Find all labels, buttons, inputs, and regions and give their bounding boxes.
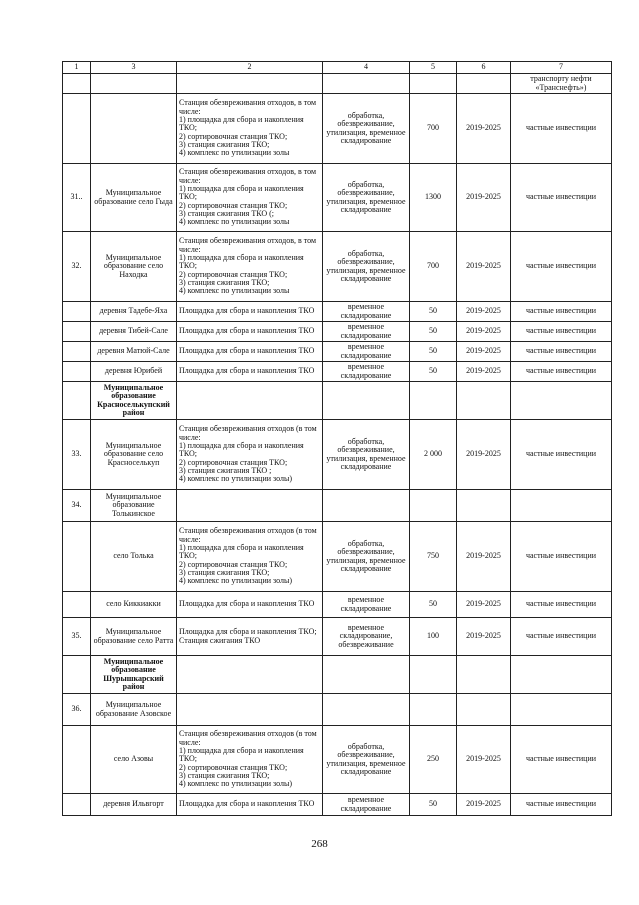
cell-funding: частные инвестиции [511, 618, 612, 656]
cell-municipality: деревня Юрибей [91, 362, 177, 382]
cell-funding: транспорту нефти «Транснефть») [511, 74, 612, 94]
cell-function [323, 74, 410, 94]
cell-function: временное складирование [323, 794, 410, 816]
cell-number [63, 74, 91, 94]
header-col-2: 2 [177, 62, 323, 74]
table-body [63, 74, 612, 816]
cell-number [63, 322, 91, 342]
cell-number [63, 342, 91, 362]
cell-municipality: Муниципальное образование село Гыда [91, 164, 177, 232]
cell-capacity [410, 74, 457, 94]
cell-function [323, 490, 410, 522]
cell-function [323, 694, 410, 726]
cell-municipality: деревня Тадебе-Яха [91, 302, 177, 322]
cell-number: 31.. [63, 164, 91, 232]
table-row [63, 382, 612, 420]
cell-funding: частные инвестиции [511, 592, 612, 618]
cell-facility: Площадка для сбора и накопления ТКО; Станция сжигания ТКО [177, 618, 323, 656]
cell-municipality [91, 74, 177, 94]
cell-municipality: Муниципальное образование Красноселькупский район [91, 382, 177, 420]
cell-function: обработка, обезвреживание, утилизация, временное складирование [323, 726, 410, 794]
table-row [63, 656, 612, 694]
cell-years [457, 74, 511, 94]
cell-facility: Площадка для сбора и накопления ТКО [177, 302, 323, 322]
cell-facility: Площадка для сбора и накопления ТКО [177, 592, 323, 618]
cell-capacity: 50 [410, 362, 457, 382]
cell-facility: Станция обезвреживания отходов (в том числе: 1) площадка для сбора и накопления ТКО; 2) сортировочная станция ТКО; 3) станция сжигания ТКО ; 4) комплекс по утилизации золы) [177, 420, 323, 490]
table-row [63, 232, 612, 302]
cell-function: временное складирование [323, 342, 410, 362]
cell-facility: Станция обезвреживания отходов (в том числе: 1) площадка для сбора и накопления ТКО; 2) сортировочная станция ТКО; 3) станция сжигания ТКО; 4) комплекс по утилизации золы) [177, 726, 323, 794]
cell-funding: частные инвестиции [511, 794, 612, 816]
cell-municipality: деревня Ильвгорт [91, 794, 177, 816]
table-row [63, 694, 612, 726]
cell-capacity: 2 000 [410, 420, 457, 490]
cell-capacity: 700 [410, 94, 457, 164]
cell-years [457, 656, 511, 694]
header-col-7: 7 [511, 62, 612, 74]
cell-funding: частные инвестиции [511, 342, 612, 362]
cell-funding: частные инвестиции [511, 232, 612, 302]
cell-number: 32. [63, 232, 91, 302]
table-row [63, 302, 612, 322]
cell-function: обработка, обезвреживание, утилизация, временное складирование [323, 232, 410, 302]
cell-capacity [410, 490, 457, 522]
table-row [63, 164, 612, 232]
cell-municipality: деревня Матюй-Сале [91, 342, 177, 362]
cell-number [63, 362, 91, 382]
cell-years: 2019-2025 [457, 342, 511, 362]
cell-funding: частные инвестиции [511, 362, 612, 382]
cell-years: 2019-2025 [457, 302, 511, 322]
cell-function [323, 656, 410, 694]
cell-number [63, 382, 91, 420]
table-row [63, 522, 612, 592]
cell-funding [511, 490, 612, 522]
cell-number [63, 794, 91, 816]
cell-function: обработка, обезвреживание, утилизация, временное складирование [323, 420, 410, 490]
cell-function: обработка, обезвреживание, утилизация, временное складирование [323, 164, 410, 232]
cell-number [63, 522, 91, 592]
cell-function: временное складирование, обезвреживание [323, 618, 410, 656]
table-header-row [63, 62, 612, 74]
cell-municipality: Муниципальное образование село Находка [91, 232, 177, 302]
cell-capacity: 1300 [410, 164, 457, 232]
cell-funding: частные инвестиции [511, 302, 612, 322]
cell-capacity: 100 [410, 618, 457, 656]
cell-municipality: Муниципальное образование Толькинское [91, 490, 177, 522]
cell-number [63, 726, 91, 794]
header-col-5: 5 [410, 62, 457, 74]
cell-years: 2019-2025 [457, 322, 511, 342]
cell-municipality [91, 94, 177, 164]
cell-capacity [410, 694, 457, 726]
cell-facility: Площадка для сбора и накопления ТКО [177, 794, 323, 816]
cell-years [457, 694, 511, 726]
table-row [63, 420, 612, 490]
cell-number: 36. [63, 694, 91, 726]
cell-years: 2019-2025 [457, 618, 511, 656]
table-row [63, 322, 612, 342]
cell-municipality: село Толька [91, 522, 177, 592]
cell-facility: Станция обезвреживания отходов, в том числе: 1) площадка для сбора и накопления ТКО; 2) сортировочная станция ТКО; 3) станция сжигания ТКО; 4) комплекс по утилизации золы [177, 232, 323, 302]
table-row [63, 726, 612, 794]
cell-function: обработка, обезвреживание, утилизация, временное складирование [323, 522, 410, 592]
cell-facility [177, 694, 323, 726]
cell-years: 2019-2025 [457, 362, 511, 382]
cell-function: временное складирование [323, 362, 410, 382]
table-row [63, 794, 612, 816]
cell-number [63, 656, 91, 694]
cell-funding [511, 656, 612, 694]
cell-municipality: Муниципальное образование Шурышкарский район [91, 656, 177, 694]
table-row [63, 74, 612, 94]
cell-function: временное складирование [323, 322, 410, 342]
cell-number: 33. [63, 420, 91, 490]
cell-years [457, 490, 511, 522]
cell-capacity: 750 [410, 522, 457, 592]
cell-funding: частные инвестиции [511, 726, 612, 794]
cell-function: временное складирование [323, 302, 410, 322]
cell-funding [511, 382, 612, 420]
header-col-4: 4 [323, 62, 410, 74]
cell-facility [177, 656, 323, 694]
cell-years: 2019-2025 [457, 726, 511, 794]
cell-number: 35. [63, 618, 91, 656]
cell-municipality: Муниципальное образование село Ратта [91, 618, 177, 656]
cell-facility [177, 382, 323, 420]
cell-years: 2019-2025 [457, 794, 511, 816]
table-row [63, 490, 612, 522]
cell-years [457, 382, 511, 420]
cell-funding: частные инвестиции [511, 522, 612, 592]
cell-facility: Площадка для сбора и накопления ТКО [177, 362, 323, 382]
cell-capacity: 50 [410, 302, 457, 322]
cell-facility: Станция обезвреживания отходов, в том числе: 1) площадка для сбора и накопления ТКО; 2) сортировочная станция ТКО; 3) станция сжигания ТКО; 4) комплекс по утилизации золы [177, 94, 323, 164]
table-row [63, 94, 612, 164]
cell-municipality: село Киккиакки [91, 592, 177, 618]
table-row [63, 362, 612, 382]
cell-years: 2019-2025 [457, 94, 511, 164]
cell-facility [177, 74, 323, 94]
cell-funding: частные инвестиции [511, 164, 612, 232]
table-row [63, 618, 612, 656]
cell-capacity: 50 [410, 592, 457, 618]
table-row [63, 342, 612, 362]
waste-facilities-table [62, 61, 612, 816]
cell-capacity: 700 [410, 232, 457, 302]
cell-capacity: 50 [410, 322, 457, 342]
cell-years: 2019-2025 [457, 232, 511, 302]
cell-capacity: 250 [410, 726, 457, 794]
cell-municipality: Муниципальное образование село Красноселькуп [91, 420, 177, 490]
cell-municipality: Муниципальное образование Азовское [91, 694, 177, 726]
cell-function: обработка, обезвреживание, утилизация, временное складирование [323, 94, 410, 164]
cell-municipality: деревня Тибей-Сале [91, 322, 177, 342]
cell-number [63, 592, 91, 618]
cell-facility: Станция обезвреживания отходов (в том числе: 1) площадка для сбора и накопления ТКО; 2) сортировочная станция ТКО; 3) станция сжигания ТКО; 4) комплекс по утилизации золы) [177, 522, 323, 592]
page-number: 268 [311, 838, 328, 850]
cell-years: 2019-2025 [457, 420, 511, 490]
cell-function [323, 382, 410, 420]
cell-capacity: 50 [410, 342, 457, 362]
cell-years: 2019-2025 [457, 522, 511, 592]
cell-capacity [410, 382, 457, 420]
table-row [63, 592, 612, 618]
header-col-3: 3 [91, 62, 177, 74]
cell-facility: Площадка для сбора и накопления ТКО [177, 342, 323, 362]
header-col-6: 6 [457, 62, 511, 74]
cell-facility: Станция обезвреживания отходов, в том числе: 1) площадка для сбора и накопления ТКО; 2) сортировочная станция ТКО; 3) станция сжигания ТКО (; 4) комплекс по утилизации золы [177, 164, 323, 232]
cell-funding: частные инвестиции [511, 94, 612, 164]
cell-facility: Площадка для сбора и накопления ТКО [177, 322, 323, 342]
cell-funding: частные инвестиции [511, 420, 612, 490]
cell-municipality: село Азовы [91, 726, 177, 794]
cell-function: временное складирование [323, 592, 410, 618]
cell-number [63, 302, 91, 322]
cell-funding [511, 694, 612, 726]
header-col-1: 1 [63, 62, 91, 74]
cell-funding: частные инвестиции [511, 322, 612, 342]
cell-facility [177, 490, 323, 522]
cell-years: 2019-2025 [457, 592, 511, 618]
cell-number [63, 94, 91, 164]
cell-number: 34. [63, 490, 91, 522]
cell-capacity [410, 656, 457, 694]
cell-capacity: 50 [410, 794, 457, 816]
cell-years: 2019-2025 [457, 164, 511, 232]
